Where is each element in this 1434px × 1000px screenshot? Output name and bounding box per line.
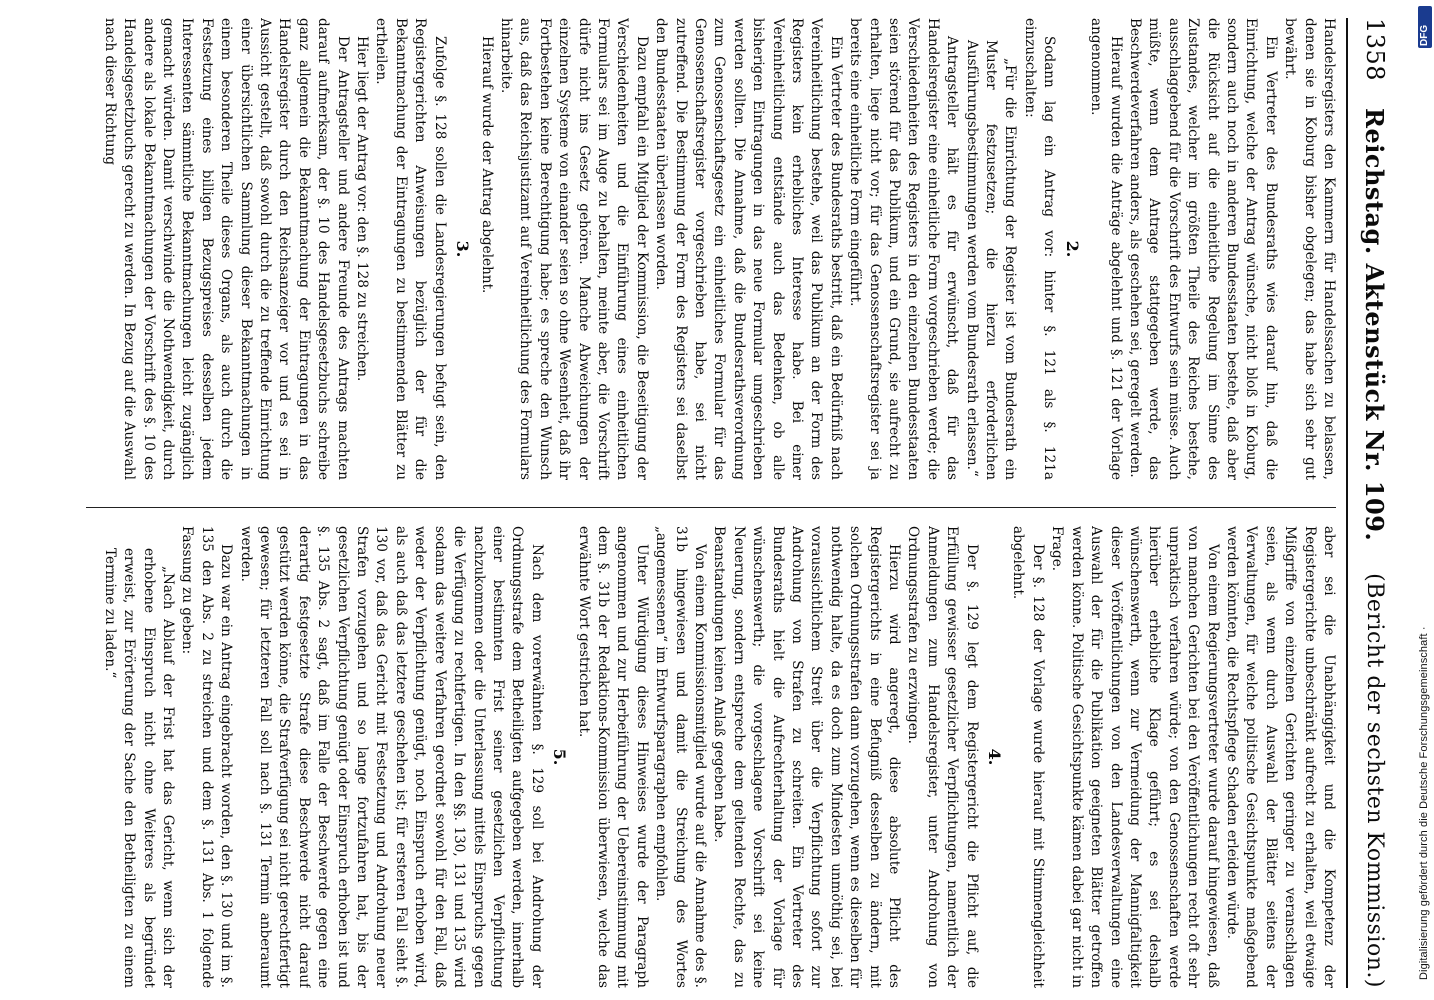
paragraph: Nach dem vorerwähnten §. 129 soll bei Androhung der Ordnungsstrafe dem Betheiligten aufgegeben werden, innerhalb einer bestimmten Frist seiner gesetzlichen Verpflichtung nachzukommen oder die Unterlassung mittels Einspruchs gegen die Verfügung zu rechtfertigen. In den §§. 130, 131 und 135 wird sodann das weitere Verfahren geordnet sowohl für den Fall, daß weder der Verpflichtung genügt, noch Einspruch erhoben wird, als auch daß das letztere geschehen ist; für ersteren Fall sieht §. 130 vor, daß das Gericht mit Festsetzung und Androhung neuer Strafen vorzugehen und so lange fortzufahren hat, bis der gesetzlichen Verpflichtung genügt oder Einspruch erhoben ist und §. 135 Abs. 2 sagt, daß im Falle der Beschwerde gegen eine derartig festgesetzte Strafe diese Beschwerde nicht darauf gestützt werden könne, die Strafverfügung sei nicht gerechtfertigt gewesen; für letzteren Fall soll nach §. 131 Termin anberaumt werden.	[237, 526, 545, 988]
paragraph: Der §. 128 der Vorlage wurde hierauf mit Stimmengleichheit abgelehnt.	[1010, 526, 1046, 988]
paragraph: aber sei die Unabhängigkeit und die Kompetenz der Registergerichte unbeschränkt aufrecht zu erhalten, weil etwaige Mißgriffe von einzelnen Gerichten geringer zu veranschlagen seien, als wenn durch Auswahl der Blätter seitens der Verwaltungen, für welche politische Gesichtspunkte maßgebend werden könnten, die Rechtspflege Schaden erleiden würde.	[1223, 526, 1337, 988]
digitization-stamp: Digitalisierung gefördert durch die Deutsche Forschungsgemeinschaft ·	[1418, 626, 1430, 980]
quoted-text: „Für die Einrichtung der Register ist vom Bundesrath ein Muster festzusetzen; die hierzu erforderlichen Ausführungsbestimmungen werden vom Bundesrath erlassen.“	[963, 40, 1019, 480]
section-number: 4.	[985, 748, 1005, 766]
paragraph: Hierauf wurden die Anträge abgelehnt und §. 121 der Vorlage angenommen.	[1088, 18, 1124, 480]
paragraph: Von einem Regierungsvertreter wurde darauf hingewiesen, daß von manchen Gerichten bei den Veröffentlichungen recht oft sehr unpraktisch verfahren würde; von den Genossenschaften werde hierüber erhebliche Klage geführt; es sei deshalb wünschenswerth, wenn zur Vermeidung der Mannigfaltigkeit dieser Veröffentlichungen von den Landesverwaltungen eine Auswahl der für die Publikation geeigneten Blätter getroffen werden könne. Politische Gesichtspunkte kämen dabei gar nicht in Frage.	[1049, 526, 1221, 988]
page-number: 1358	[1361, 18, 1389, 82]
paragraph: Handelsregisters den Kammern für Handelssachen zu belassen, denen sie in Koburg bisher obgelegen; das habe sich sehr gut bewährt.	[1282, 18, 1337, 480]
dfg-logo-text: DFG	[1419, 24, 1430, 46]
paragraph: Antragsteller hält es für erwünscht, daß für das Handelsregister eine einheitliche Form vorgeschrieben werde; die Verschiedenheiten des Registers in den einzelnen Bundesstaaten seien störend für das Publikum, und ein Grund, sie aufrecht zu erhalten, liege nicht vor; für das Genossenschaftsregister sei ja bereits eine einheitliche Form eingeführt.	[847, 18, 961, 480]
section-number: 3.	[453, 240, 473, 258]
paragraph: Zufolge §. 128 sollen die Landesregierungen befugt sein, den Registergerichten Anweisungen bezüglich der für die Bekanntmachung der Eintragungen zu bestimmenden Blätter zu ertheilen.	[373, 18, 448, 480]
paragraph: Der Antragsteller und andere Freunde des Antrags machten darauf aufmerksam, der §. 10 des Handelsgesetzbuchs schreibe ganz allgemein die Bekanntmachung der Eintragungen in das Handelsregister durch den Reichsanzeiger vor und es sei in Aussicht gestellt, daß sowohl durch die zu treffende Einrichtung einer übersichtlichen Sammlung dieser Bekanntmachungen in einem besonderen Theile dieses Organs, als auch durch die Festsetzung eines billigen Bezugspreises desselben jedem Interessenten sämmtliche Bekanntmachungen leicht zugänglich gemacht würden. Damit verschwinde die Nothwendigkeit, durch andere als lokale Bekanntmachungen der Vorschrift des §. 10 des Handelsgesetzbuchs gerecht zu werden. In Bezug auf die Auswahl nach dieser Richtung	[101, 18, 351, 480]
page-header	[1350, 18, 1400, 988]
paragraph: Sodann lag ein Antrag vor: hinter §. 121 als §. 121a einzuschalten:	[1021, 18, 1058, 480]
paragraph: Ein Vertreter des Bundesraths wies darauf hin, daß die Einrichtung, welche der Antrag wünsche, nicht bloß in Koburg, sondern auch noch in anderen Bundesstaaten bestehe, daß aber die Rücksicht auf die einheitliche Regelung im Sinne des Zustandes, welcher im größten Theile des Reiches bestehe, ausschlaggebend für die Vorschrift des Entwurfs sein müsse. Auch müßte, wenn dem Antrage stattgegeben werde, das Beschwerdeverfahren anders, als geschehen sei, geregelt werden.	[1126, 18, 1279, 480]
paragraph: Hierauf wurde der Antrag abgelehnt.	[478, 36, 495, 294]
header-title-right: (Bericht der sechsten Kommission.)	[1362, 573, 1388, 988]
header-rule	[1346, 18, 1348, 988]
column-divider	[86, 507, 1336, 508]
paragraph: Hier liegt der Antrag vor: den §. 128 zu streichen.	[354, 36, 371, 382]
dfg-logo	[1418, 6, 1432, 48]
paragraph: Ein Vertreter des Bundesraths bestritt, daß ein Bedürfniß nach Vereinheitlichung bestehe, weil das Publikum an der Form des Registers kein erhebliches Interesse habe. Bei einer Vereinheitlichung entstände auch das Bedenken, ob alle bisherigen Eintragungen in das neue Formular umgeschrieben werden sollten. Die Annahme, daß die Bundesrathsverordnung zum Genossenschaftsgesetz ein einheitliches Formular für das Genossenschaftsregister vorgeschrieben habe, sei nicht zutreffend. Die Bestimmung der Form des Registers sei daselbst den Bundesstaaten überlassen worden.	[653, 18, 844, 480]
paragraph: Dazu empfahl ein Mitglied der Kommission, die Beseitigung der Verschiedenheiten und die Einführung eines einheitlichen Formulars sei im Auge zu behalten, meinte aber, die Vorschrift dürfe nicht ins Gesetz gehören. Manche Abweichungen der einzelnen Systeme von einander seien so ohne Wesenheit, daß ihr Fortbestehen keine Berechtigung habe; es spreche den Wunsch aus, daß das Reichsjustizamt auf Vereinheitlichung des Formulars hinarbeite.	[497, 18, 650, 480]
paragraph: Dazu war ein Antrag eingebracht worden, den §. 130 und im §. 135 den Abs. 2 zu streichen und dem §. 131 Abs. 1 folgende Fassung zu geben:	[179, 526, 235, 988]
left-column	[78, 18, 1338, 480]
rotated-document-page	[70, 10, 1400, 1000]
paragraph: Unter Würdigung dieses Hinweises wurde der Paragraph angenommen und zur Herbeiführung der Uebereinstimmung mit dem §. 31b der Redaktions-Kommission überwiesen, welche das erwähnte Wort gestrichen hat.	[575, 526, 650, 988]
quoted-text: „Nach Ablauf der Frist hat das Gericht, wenn sich der erhobene Einspruch nicht ohne Weiteres als begründet erweist, zur Erörterung der Sache den Betheiligten zu einem Termine zu laden.“	[101, 548, 177, 988]
header-title-left: Reichstag. Aktenstück Nr. 109.	[1360, 108, 1390, 542]
right-column	[78, 526, 1338, 988]
paragraph: Von einem Kommissionsmitglied wurde auf die Annahme des §. 31b hingewiesen und damit die Streichung des Wortes „angemessenen“ im Entwurfsparagraphen empfohlen.	[653, 526, 708, 988]
paragraph: Hierzu wird angeregt, diese absolute Pflicht des Registergerichts in eine Befugniß desselben zu ändern, mit solchen Ordnungsstrafen dann vorzugehen, wenn es dieselben für nothwendig halte, da es doch zum Mindesten unmöthig sei, bei voraussichtlichem Streit über die Verpflichtung sofort zur Androhung von Strafen zu schreiten. Ein Vertreter des Bundesraths hielt die Aufrechterhaltung der Vorlage für wünschenswerth; die vorgeschlagene Vorschrift sei keine Neuerung, sondern entspreche dem geltenden Rechte, das zu Beanstandungen keinen Anlaß gegeben habe.	[711, 526, 903, 988]
section-number: 5.	[550, 748, 570, 766]
section-number: 2.	[1062, 240, 1082, 258]
paragraph: Der §. 129 legt dem Registergericht die Pflicht auf, die Erfüllung gewisser gesetzlicher Verpflichtungen, namentlich der Anmeldungen zum Handelsregister, unter Androhung von Ordnungsstrafen zu erzwingen.	[905, 526, 980, 988]
